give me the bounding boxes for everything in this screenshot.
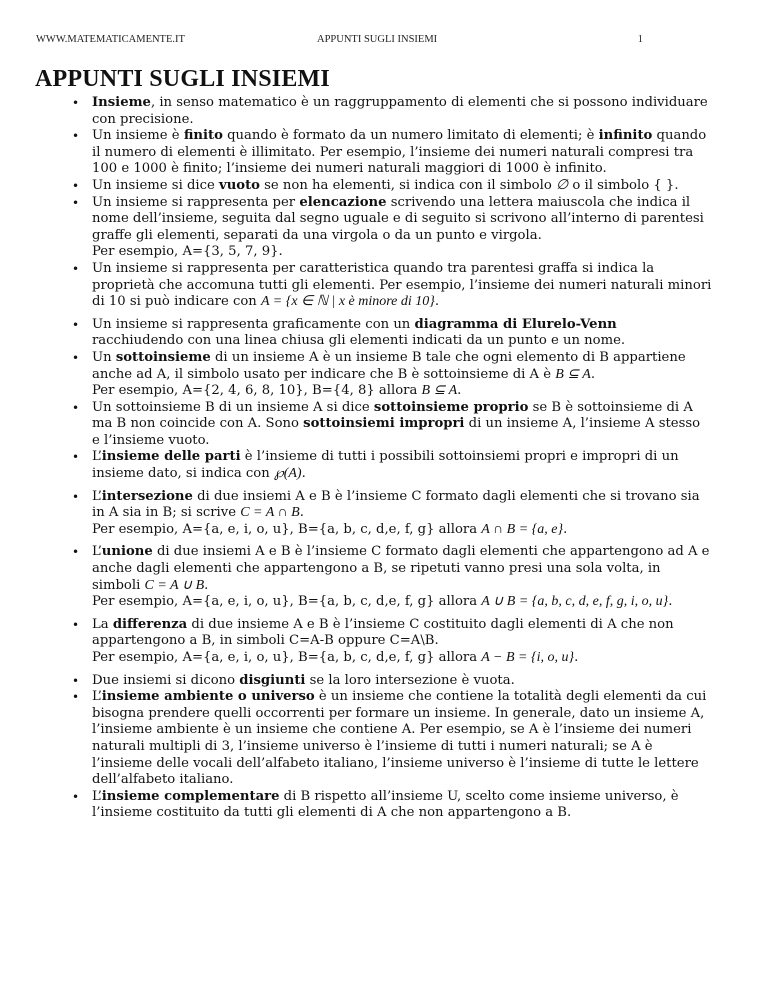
list-item-disgiunti <box>92 673 712 690</box>
text: . <box>590 366 596 382</box>
text: . <box>299 505 304 521</box>
list-item-caratteristica <box>92 261 712 311</box>
list-item-diagramma <box>92 317 712 350</box>
formula: ℘(A) <box>273 466 302 482</box>
header-page-number: 1 <box>637 34 643 45</box>
list-item-insieme-parti <box>92 449 712 482</box>
text: scrivendo una lettera maiuscola che indica il nome dell’insieme, seguita dal segno uguale e di seguito si scrivono all’interno di parentesi graffe gli elementi, separati da una virgola o da un punto e virgola. <box>92 194 704 243</box>
text: di un insieme A, l’insieme A stesso e l’insieme vuoto. <box>92 416 701 448</box>
list-item-elencazione <box>92 195 712 261</box>
text: La <box>92 616 113 632</box>
text: Un insieme si dice <box>92 177 220 193</box>
term: finito <box>183 128 223 144</box>
list-item-sottoinsieme-proprio <box>92 400 712 450</box>
text: Un insieme si rappresenta per <box>92 194 300 210</box>
text: . <box>563 521 568 537</box>
text: Un insieme è <box>92 128 184 144</box>
list-item-unione <box>92 544 712 610</box>
formula: C = A ∩ B <box>240 505 300 521</box>
formula: A − B = {i, o, u} <box>481 650 575 665</box>
text: Un sottoinsieme B di un insieme A si dice <box>92 399 374 415</box>
text: se B è sottoinsieme di A ma B non coincide con A. Sono <box>92 399 693 432</box>
empty-set-symbol: ∅ <box>555 177 569 193</box>
formula: B ⊆ A <box>555 366 591 382</box>
text: di due insiemi A e B è l’insieme C formato dagli elementi che si trovano sia in A sia in B; si scrive <box>92 488 700 521</box>
text: di due insiemi A e B è l’insieme C formato dagli elementi che appartengono ad A e anche dagli elementi che appartengono a B, se ripetuti vanno presi una sola volta, in simboli <box>92 544 710 593</box>
text: . <box>457 383 462 399</box>
formula: B ⊆ A <box>421 383 458 399</box>
formula: A ∪ B = {a, b, c, d, e, f, g, i, o, u} <box>481 594 669 610</box>
text: Un insieme si rappresenta per caratteristica quando tra parentesi graffa si indica la proprietà che accomuna tutti gli elementi. Per esempio, l’insieme dei numeri naturali minori di 10 si può indicare con <box>92 260 712 310</box>
text: quando è formato da un numero limitato di elementi; è <box>222 128 599 144</box>
text: L’ <box>92 689 102 705</box>
list-item-insieme <box>92 95 712 128</box>
header-site: WWW.MATEMATICAMENTE.IT <box>36 34 185 45</box>
formula: A ∩ B = {a, e} <box>481 521 564 537</box>
text: di B rispetto all’insieme U, scelto come insieme universo, è l’insieme costituito da tutti gli elementi di A che non appartengono a B. <box>92 788 679 821</box>
term: vuoto <box>219 177 260 193</box>
notes-list <box>92 95 712 822</box>
text: se non ha elementi, si indica con il simbolo <box>259 177 556 193</box>
list-item-finito <box>92 128 712 178</box>
term: disgiunti <box>239 672 306 688</box>
list-item-complementare <box>92 789 712 822</box>
term: Insieme <box>92 95 151 110</box>
text: Due insiemi si dicono <box>92 672 240 688</box>
term: infinito <box>598 128 653 144</box>
text: è un insieme che contiene la totalità degli elementi da cui bisogna prendere quelli occorrenti per formare un insieme. In generale, dato un insieme A, l’insieme ambiente è un insieme che contiene A. Per esempio, se A è l’insieme dei numeri naturali multipli di 3, l’insieme universo è l’insieme di tutti i numeri naturali; se A è l’insieme delle vocali dell’alfabeto italiano, l’insieme universo è l’insieme di tutte le lettere dell’alfabeto italiano. <box>92 689 707 788</box>
term: diagramma di Elurelo-Venn <box>414 316 617 332</box>
text: L’ <box>92 449 102 465</box>
text: se la loro intersezione è vuota. <box>305 672 515 688</box>
example: Per esempio, A={a, e, i, o, u}, B={a, b, c, d,e, f, g} allora <box>92 521 482 537</box>
text: . <box>434 294 440 310</box>
text: di un insieme A è un insieme B tale che ogni elemento di B appartiene anche ad A, il simbolo usato per indicare che B è sottoinsieme di A è <box>92 349 686 382</box>
text: Un <box>92 349 116 365</box>
text: . <box>301 466 306 482</box>
text: . <box>204 577 209 593</box>
header-doc-title: APPUNTI SUGLI INSIEMI <box>317 34 438 45</box>
text: racchiudendo con una linea chiusa gli elementi indicati da un punto e un nome. <box>92 333 626 349</box>
text: . <box>574 650 579 665</box>
example: Per esempio, A={3, 5, 7, 9}. <box>92 244 283 260</box>
text: . <box>668 594 673 610</box>
list-item-vuoto <box>92 178 712 195</box>
text: L’ <box>92 544 102 560</box>
term: sottoinsiemi impropri <box>303 416 465 432</box>
text: L’ <box>92 788 102 804</box>
term: intersezione <box>101 488 193 504</box>
example: Per esempio, A={a, e, i, o, u}, B={a, b, c, d,e, f, g} allora <box>92 594 482 610</box>
page-title: APPUNTI SUGLI INSIEMI <box>35 66 330 92</box>
list-item-differenza <box>92 617 712 667</box>
term: insieme ambiente o universo <box>101 689 315 705</box>
example: Per esempio, A={a, e, i, o, u}, B={a, b, c, d,e, f, g} allora <box>92 650 482 665</box>
term: unione <box>101 544 153 560</box>
text: o il simbolo { }. <box>568 177 679 193</box>
list-item-universo <box>92 689 712 789</box>
text: , in senso matematico è un raggruppamento di elementi che si possono individuare con precisione. <box>92 95 708 127</box>
term: insieme complementare <box>101 788 280 804</box>
formula: A = {x ∈ ℕ | x è minore di 10} <box>261 294 435 310</box>
text: è l’insieme di tutti i possibili sottoinsiemi propri e impropri di un insieme dato, si indica con <box>92 449 679 482</box>
example: Per esempio, A={2, 4, 6, 8, 10}, B={4, 8} allora <box>92 383 422 399</box>
text: Un insieme si rappresenta graficamente con un <box>92 316 415 332</box>
page-header <box>36 34 643 48</box>
term: insieme delle parti <box>101 449 241 465</box>
text: di due insieme A e B è l’insieme C costituito dagli elementi di A che non appartengono a B, in simboli C=A-B oppure C=A\B. <box>92 616 674 649</box>
formula: C = A ∪ B <box>144 577 205 593</box>
list-item-sottoinsieme <box>92 350 712 400</box>
list-item-intersezione <box>92 489 712 539</box>
term: elencazione <box>299 194 387 210</box>
text: quando il numero di elementi è illimitato. Per esempio, l’insieme dei numeri naturali compresi tra 100 e 1000 è finito; l’insieme dei numeri naturali maggiori di 1000 è infinito. <box>92 128 707 177</box>
term: sottoinsieme proprio <box>373 399 529 415</box>
text: L’ <box>92 488 102 504</box>
term: differenza <box>112 616 188 632</box>
term: sottoinsieme <box>115 349 211 365</box>
